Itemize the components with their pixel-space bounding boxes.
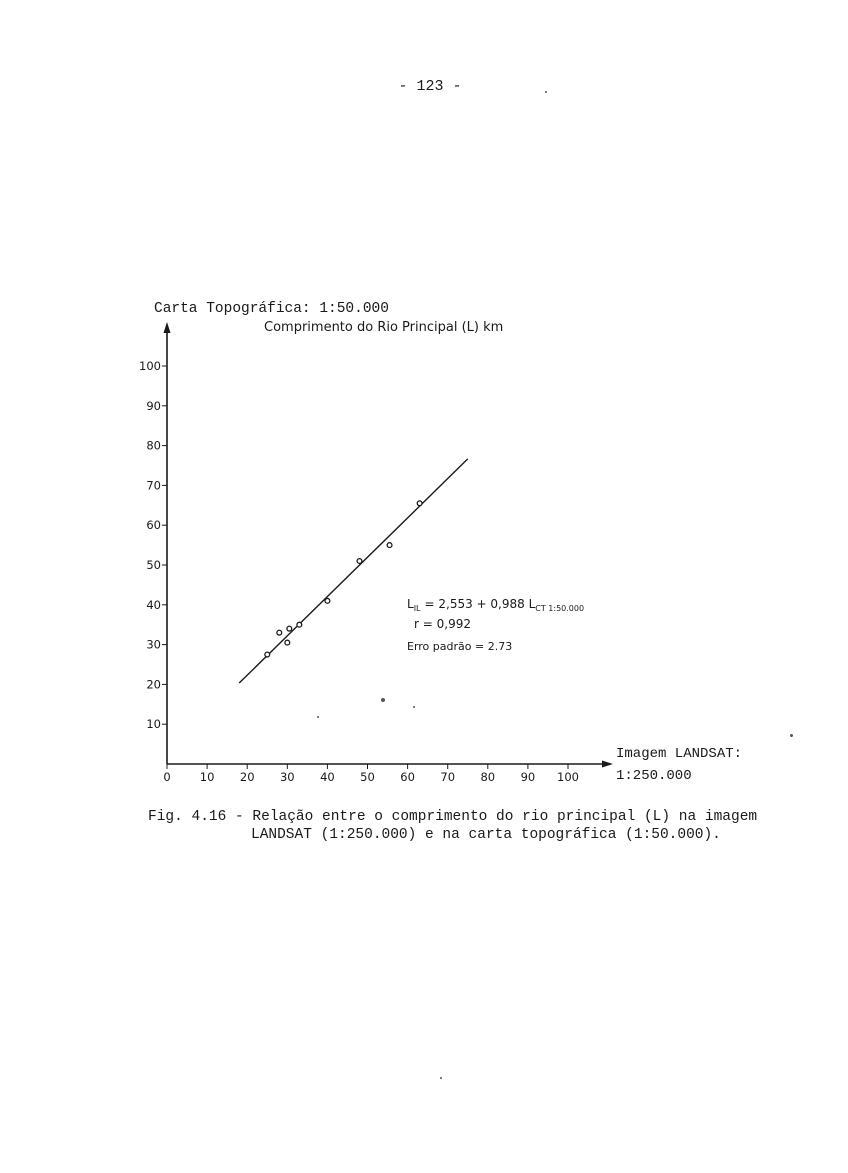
figure-caption xyxy=(148,808,788,844)
data-point xyxy=(265,652,270,657)
equation-lhs: L xyxy=(407,597,414,611)
y-tick-label: 40 xyxy=(146,597,161,612)
y-tick-label: 50 xyxy=(146,558,161,572)
x-axis-arrowhead xyxy=(602,761,613,768)
data-point xyxy=(417,501,422,506)
scan-speck xyxy=(790,734,793,737)
x-tick-label: 70 xyxy=(440,770,456,784)
x-tick-label: 10 xyxy=(199,770,215,784)
x-tick-label: 30 xyxy=(279,770,295,784)
y-tick-label: 90 xyxy=(146,398,161,413)
y-tick-label: 30 xyxy=(146,637,161,652)
data-point xyxy=(277,630,282,635)
x-tick-label: 40 xyxy=(320,770,335,784)
x-tick-label: 0 xyxy=(163,770,171,784)
y-tick-label: 60 xyxy=(146,518,161,533)
y-axis-label: Carta Topográfica: 1:50.000 xyxy=(154,301,389,317)
caption-line-1: Fig. 4.16 - Relação entre o comprimento do rio principal (L) na imagem xyxy=(148,809,758,825)
scan-speck xyxy=(381,698,385,702)
y-tick-label: 100 xyxy=(139,359,161,373)
y-tick-label: 20 xyxy=(146,677,161,692)
y-axis-arrowhead xyxy=(164,322,171,333)
x-tick-label: 100 xyxy=(557,770,579,784)
data-point xyxy=(325,598,330,603)
scan-speck xyxy=(440,1077,442,1079)
scan-speck xyxy=(545,91,547,93)
data-point xyxy=(387,543,392,548)
page-number: - 123 - xyxy=(398,78,462,95)
correlation-coefficient: r = 0,992 xyxy=(414,617,471,631)
y-tick-label: 10 xyxy=(146,717,161,732)
svg-text:LIL= 2,553 + 0,988 LCT 1:50.00 xyxy=(407,597,584,613)
x-tick-label: 20 xyxy=(239,770,255,784)
scan-speck xyxy=(413,706,415,708)
regression-equation xyxy=(407,597,584,653)
data-point xyxy=(287,626,292,631)
chart-title: Comprimento do Rio Principal (L) km xyxy=(264,320,504,335)
x-tick-label: 90 xyxy=(520,770,536,784)
y-tick-label: 70 xyxy=(146,478,161,493)
y-tick-label: 80 xyxy=(146,438,161,453)
x-tick-label: 50 xyxy=(360,770,375,784)
axis-ticks xyxy=(139,359,579,784)
x-tick-label: 60 xyxy=(400,770,415,784)
equation-rhs-subscript: CT 1:50.000 xyxy=(535,604,585,613)
scan-speck xyxy=(317,716,319,718)
data-point xyxy=(297,622,302,627)
data-points xyxy=(265,501,422,657)
equation-lhs-subscript: IL xyxy=(413,604,421,613)
data-point xyxy=(285,640,290,645)
x-axis-label-line1: Imagem LANDSAT: xyxy=(616,746,743,762)
caption-line-2: LANDSAT (1:250.000) e na carta topográfica (1:50.000). xyxy=(251,827,721,843)
x-axis-label-line2: 1:250.000 xyxy=(616,768,692,784)
x-tick-label: 80 xyxy=(480,770,496,784)
standard-error: Erro padrão = 2.73 xyxy=(407,640,513,653)
equation-rhs: = 2,553 + 0,988 L xyxy=(424,597,536,611)
data-point xyxy=(357,559,362,564)
